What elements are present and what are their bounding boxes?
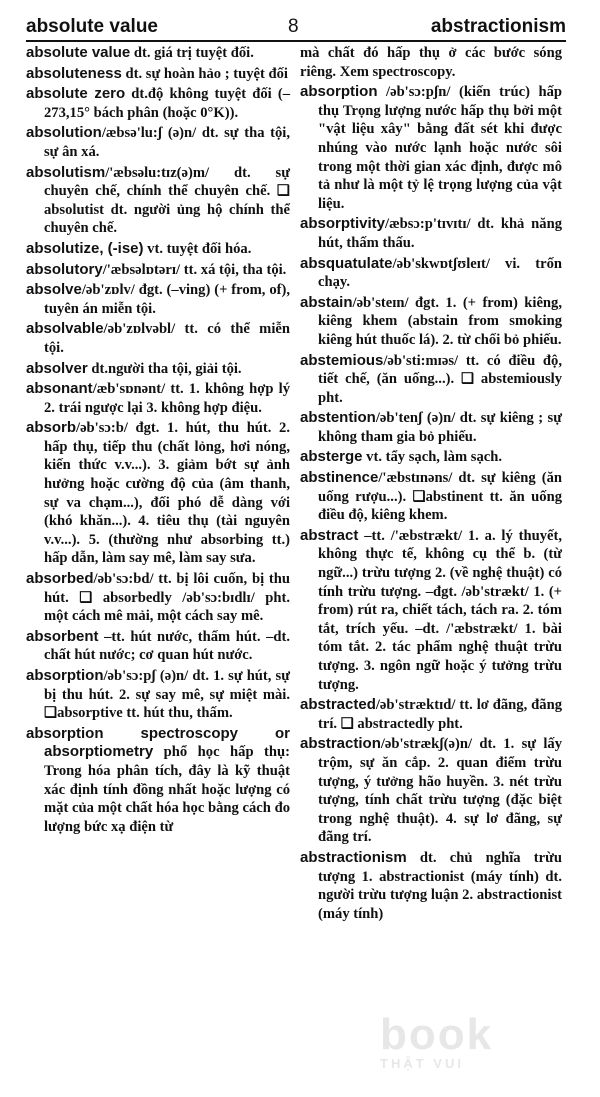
- headword: absolvable: [26, 320, 104, 338]
- header-left-guide-word: absolute value: [26, 16, 158, 37]
- page-number: 8: [288, 16, 299, 37]
- headword: absolver: [26, 359, 88, 377]
- headword: absorptivity: [300, 215, 386, 233]
- dictionary-entry: [26, 725, 290, 837]
- entry-definition: /əb'sɔ:bd/ tt. bị lôi cuốn, bị thu hút. ❑ absorbedly /əb'sɔ:bɪdlɪ/ pht. một cách mê mải, một cách say mê.: [44, 571, 290, 625]
- entry-definition: /æb'sɒnənt/ tt. 1. không hợp lý 2. trái ngược lại 3. không hợp điệu.: [44, 381, 290, 416]
- headword: abstractionism: [300, 848, 407, 866]
- entry-definition: /əb'zɒlv/ đgt. (–ving) (+ from, of), tuyên án miễn tội.: [44, 282, 290, 317]
- entry-definition: /əb'sɔ:b/ đgt. 1. hút, thu hút. 2. hấp thụ, tiếp thu (chất lỏng, hơi nóng, kiến thức v.v...). 3. giảm bớt sự ảnh hưởng hoặc cường độ của (âm thanh, sự va chạm...), đối phó dễ dàng với (khó khăn...). 4. tiêu thụ (tài nguyên v.v...). 5. (thường như absorbing tt.) hấp dẫn, làm say mê, làm say sưa.: [44, 420, 290, 567]
- entry-definition: /əb'skwɒtʃʊleɪt/ vi. trốn chạy.: [318, 255, 562, 291]
- headword: absolutize, (-ise): [26, 239, 144, 257]
- headword: abstention: [300, 409, 376, 427]
- dictionary-entry: [26, 570, 290, 626]
- dictionary-entry: [300, 409, 562, 446]
- entry-definition: /æbsɔ:p'tɪvɪtɪ/ dt. khả năng hút, thấm thấu.: [318, 216, 562, 251]
- dictionary-entry: [26, 628, 290, 665]
- headword: abstain: [300, 293, 353, 311]
- headword: abstract: [300, 526, 359, 544]
- entry-definition: –tt. /'æbstrækt/ 1. a. lý thuyết, không thực tế, không cụ thể b. (từ ngữ...) trừu tượng 2. (về nghệ thuật) có tính trừu tượng. –đgt. /əb'strækt/ 1. (+ from) rút ra, chiết tách, tách ra. 2. tóm tắt, trích yếu. –dt. /'æbstrækt/ 1. bài tóm tắt. 2. tác phẩm nghệ thuật trừu tượng. 3. ngôn ngữ hoặc ý tưởng trừu tượng.: [318, 527, 562, 693]
- headword: absorbed: [26, 570, 94, 588]
- entry-definition: –tt. hút nước, thấm hút. –dt. chất hút nước; cơ quan hút nước.: [44, 628, 290, 664]
- headword: abstraction: [300, 735, 381, 753]
- entry-definition: /'æbsəlɒtərɪ/ tt. xá tội, tha tội.: [102, 261, 287, 278]
- watermark-main: book: [380, 1010, 494, 1059]
- headword: absorption spectroscopy or absorptiometry: [26, 724, 290, 761]
- dictionary-entry: [26, 124, 290, 161]
- headword: abstracted: [300, 696, 376, 714]
- dictionary-entry: [300, 352, 562, 408]
- left-column: [26, 44, 290, 838]
- dictionary-entry: [300, 83, 562, 213]
- watermark-sub: THẬT VUI: [380, 1056, 464, 1071]
- header-right-guide-word: abstractionism: [430, 16, 566, 37]
- dictionary-entry: [26, 667, 290, 723]
- entry-definition: dt. sự hoàn hảo ; tuyệt đối: [121, 65, 288, 82]
- entry-definition: dt. giá trị tuyệt đối.: [130, 45, 254, 61]
- right-column: [300, 44, 562, 925]
- headword: absolute zero: [26, 85, 126, 103]
- dictionary-entry: [300, 215, 562, 252]
- dictionary-entry: [26, 85, 290, 122]
- headword: absoluteness: [26, 64, 122, 82]
- headword: absorption: [300, 83, 378, 101]
- headword: absolutory: [26, 260, 103, 278]
- dictionary-entry: [26, 320, 290, 357]
- dictionary-entry: [300, 294, 562, 350]
- dictionary-entry: [300, 849, 562, 923]
- dictionary-entry: [26, 240, 290, 259]
- entry-definition: /əb'tenʃ (ə)n/ dt. sự kiêng ; sự không tham gia bỏ phiếu.: [318, 410, 562, 445]
- dictionary-entry: [300, 696, 562, 733]
- running-header: [26, 16, 566, 42]
- dictionary-entry: [300, 735, 562, 847]
- headword: absorbent: [26, 627, 99, 645]
- dictionary-entry: [26, 164, 290, 238]
- headword: abstemious: [300, 351, 384, 369]
- dictionary-entry: [26, 380, 290, 417]
- dictionary-entry: [300, 255, 562, 292]
- dictionary-entry: [26, 261, 290, 280]
- continued-entry-text: mà chất đó hấp thụ ở các bước sóng riêng. Xem spectroscopy.: [300, 45, 562, 80]
- headword: absolute value: [26, 44, 131, 61]
- dictionary-entry: [300, 527, 562, 694]
- entry-definition: /əb'sti:mɪəs/ tt. có điều độ, tiết chế, (ăn uống...). ❑ abstemiously pht.: [318, 352, 562, 406]
- dictionary-entry: [26, 44, 290, 63]
- headword: absquatulate: [300, 254, 393, 272]
- entry-definition: vt. tẩy sạch, làm sạch.: [362, 449, 502, 466]
- entry-definition: /əb'steɪn/ đgt. 1. (+ from) kiêng, kiêng khem (abstain from smoking kiêng hút thuốc lá). 2. từ chối bỏ phiếu.: [318, 294, 562, 348]
- headword: absonant: [26, 380, 93, 398]
- dictionary-entry: [26, 419, 290, 568]
- entry-definition: /əb'zɒlvəbl/ tt. có thể miễn tội.: [44, 321, 290, 356]
- headword: absterge: [300, 448, 363, 466]
- entry-definition: /əb'strækʃ(ə)n/ dt. 1. sự lấy trộm, sự ăn cắp. 2. quan điểm trừu tượng, ý tưởng hão huyền. 3. nét trừu tượng, tính chất trừu tượng (đặc biệt trong nghệ thuật). 4. sự lơ đãng, sự đãng trí.: [318, 736, 562, 846]
- entry-definition: /æbsə'lu:ʃ (ə)n/ dt. sự tha tội, sự ân xá.: [44, 125, 290, 160]
- entry-definition: dt. chủ nghĩa trừu tượng 1. abstractionist (máy tính) dt. người trừu tượng luận 2. abstractionist (máy tính): [318, 849, 562, 922]
- entry-definition: phổ học hấp thụ: Trong hóa phân tích, đây là kỹ thuật xác định tính đồng nhất hoặc lượng có mặt của một chất hóa học bằng cách đo lượng bức xạ điện từ: [44, 744, 290, 835]
- dictionary-entry: [26, 360, 290, 379]
- dictionary-entry: [300, 469, 562, 525]
- entry-definition: /əb'stræktɪd/ tt. lơ đãng, đãng trí. ❑ abstractedly pht.: [318, 697, 562, 732]
- entry-definition: dt.người tha tội, giải tội.: [87, 360, 242, 377]
- dictionary-entry: [26, 281, 290, 318]
- headword: absorption: [26, 667, 104, 684]
- headword: absorb: [26, 419, 77, 437]
- dictionary-entry: [26, 65, 290, 84]
- watermark: [380, 1010, 600, 1090]
- entry-definition: vt. tuyệt đối hóa.: [143, 240, 252, 257]
- headword: absolution: [26, 124, 102, 142]
- entry-definition: /'æbstɪnəns/ dt. sự kiêng (ăn uống rượu...). ❑abstinent tt. ăn uống điều độ, kiêng khem.: [318, 470, 562, 524]
- headword: abstinence: [300, 469, 379, 487]
- entry-definition: /'æbsəlu:tɪz(ə)m/ dt. sự chuyên chế, chính thể chuyên chế. ❑ absolutist dt. người ủng hộ chính thể chuyên chế.: [44, 164, 290, 237]
- entry-definition: /əb'sɔ:pʃ (ə)n/ dt. 1. sự hút, sự bị thu hút. 2. sự say mê, sự miệt mài. ❑absorptive tt. hút thu, thấm.: [44, 668, 290, 722]
- headword: absolutism: [26, 163, 106, 181]
- headword: absolve: [26, 281, 82, 299]
- dictionary-entry: [300, 448, 562, 467]
- entry-definition: /əb'sɔ:pʃn/ (kiến trúc) hấp thụ Trọng lượng nước hấp thụ bởi một "vật liệu xây" bằng đất sét khi được nhúng vào nước lạnh hoặc nước sôi trong một thời gian xác định, được mô tả như là một tỷ lệ trọng lượng của vật liệu.: [318, 84, 562, 212]
- entry-definition: dt.độ không tuyệt đối (–273,15° bách phân (hoặc 0°K)).: [44, 86, 290, 121]
